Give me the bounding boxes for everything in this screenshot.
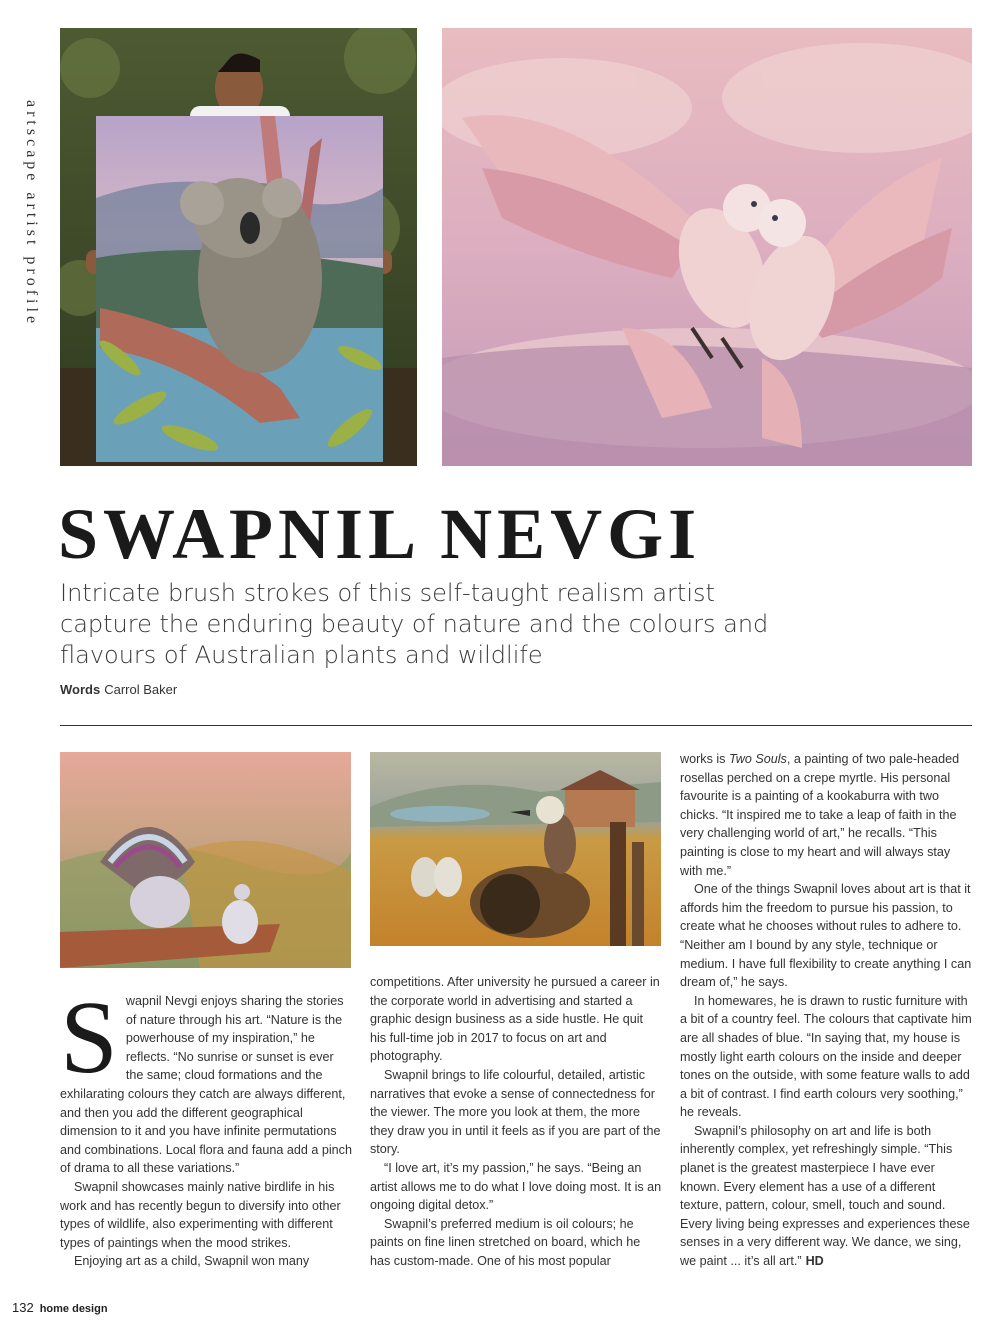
article-subtitle: Intricate brush strokes of this self-taught realism artist capture the enduring beauty of nature and the colours and flavours of Australian plants and wildlife: [60, 579, 769, 669]
body-paragraph: One of the things Swapnil loves about art is that it affords him the freedom to pursue his passion, to create what he chooses without rules to adhere to. “Neither am I bound by any style, technique or medium. I have full flexibility to create anything I can dream of,” he says.: [680, 882, 972, 990]
kookaburra-painting-image: [370, 752, 661, 946]
artwork-title: Two Souls: [728, 752, 787, 766]
page-footer: [12, 1300, 108, 1315]
body-text: works is: [680, 752, 729, 766]
body-paragraph: competitions. After university he pursued a career in the corporate world in advertising and started a graphic design business as a side hustle. He quit his full-time job in 2017 to focus on art and photography.: [370, 975, 660, 1064]
body-text: Swapnil’s philosophy on art and life is both inherently complex, yet refreshingly simple. “This planet is the greatest masterpiece I have ever known. Every element has a use of a different texture, pattern, colour, smell, touch and sound. Every living being expresses and experiences these senses in a very different way. We dance, we sing, we paint ... it’s all art.”: [680, 1123, 970, 1269]
lyrebird-painting-image: [60, 752, 351, 968]
publication-name: home design: [39, 1303, 108, 1315]
byline-label: Words: [60, 682, 101, 697]
body-paragraph: Swapnil’s preferred medium is oil colours; he paints on fine linen stretched on board, which he has custom-made. One of his most popular: [370, 1216, 641, 1268]
body-paragraph: [680, 750, 972, 880]
end-mark: HD: [805, 1254, 824, 1269]
two-souls-rosellas-painting-image: [442, 28, 972, 466]
body-column-3: [680, 750, 972, 1271]
byline-author: Carrol Baker: [104, 682, 178, 697]
byline: [60, 682, 177, 697]
page-number: 132: [12, 1300, 34, 1315]
drop-cap: S: [60, 980, 118, 1095]
body-paragraph: Swapnil showcases mainly native birdlife in his work and has recently begun to diversify into other types of wildlife, also experimenting with different types of paintings when the mood strikes.: [60, 1179, 341, 1250]
divider-rule: [60, 725, 972, 726]
body-paragraph: wapnil Nevgi enjoys sharing the stories of nature through his art. “Nature is the powerhouse of my inspiration,” he reflects. “No sunrise or sunset is ever the same; cloud formations and the exhilarating colours they catch are always different, and then you add the different geographical dimension to it and you have infinite permutations and combinations. Local flora and fauna add a pinch of drama to all these variations.”: [60, 994, 352, 1176]
body-paragraph: [680, 1122, 972, 1271]
body-paragraph: Enjoying art as a child, Swapnil won many: [74, 1254, 310, 1269]
article-title: SWAPNIL NEVGI: [58, 494, 702, 574]
section-label: artscape artist profile: [23, 100, 40, 328]
body-paragraph: Swapnil brings to life colourful, detailed, artistic narratives that evoke a sense of connectedness for the viewer. The more you look at them, the more they draw you in until it feels as if you are part of the story.: [370, 1067, 661, 1157]
body-paragraph: In homewares, he is drawn to rustic furniture with a bit of a country feel. The colours that captivate him are all shades of blue. “In saying that, my house is mostly light earth colours on the inside and deeper tones on the outside, with some feature walls to add a bit of contrast. I find earth colours very soothing,” he reveals.: [680, 993, 972, 1120]
body-column-2: [370, 973, 662, 1271]
body-paragraph: “I love art, it’s my passion,” he says. “Being an artist allows me to do what I love doing most. It is an ongoing digital detox.”: [370, 1160, 662, 1213]
artist-holding-koala-painting-image: [60, 28, 417, 466]
body-text: , a painting of two pale-headed rosellas perched on a crepe myrtle. His personal favourite is a painting of a kookaburra with two chicks. “It inspired me to take a leap of faith in the very challenging world of art,” he recalls. “This painting is close to my heart and will always stay with me.”: [680, 752, 960, 878]
body-column-1: [60, 980, 352, 1271]
